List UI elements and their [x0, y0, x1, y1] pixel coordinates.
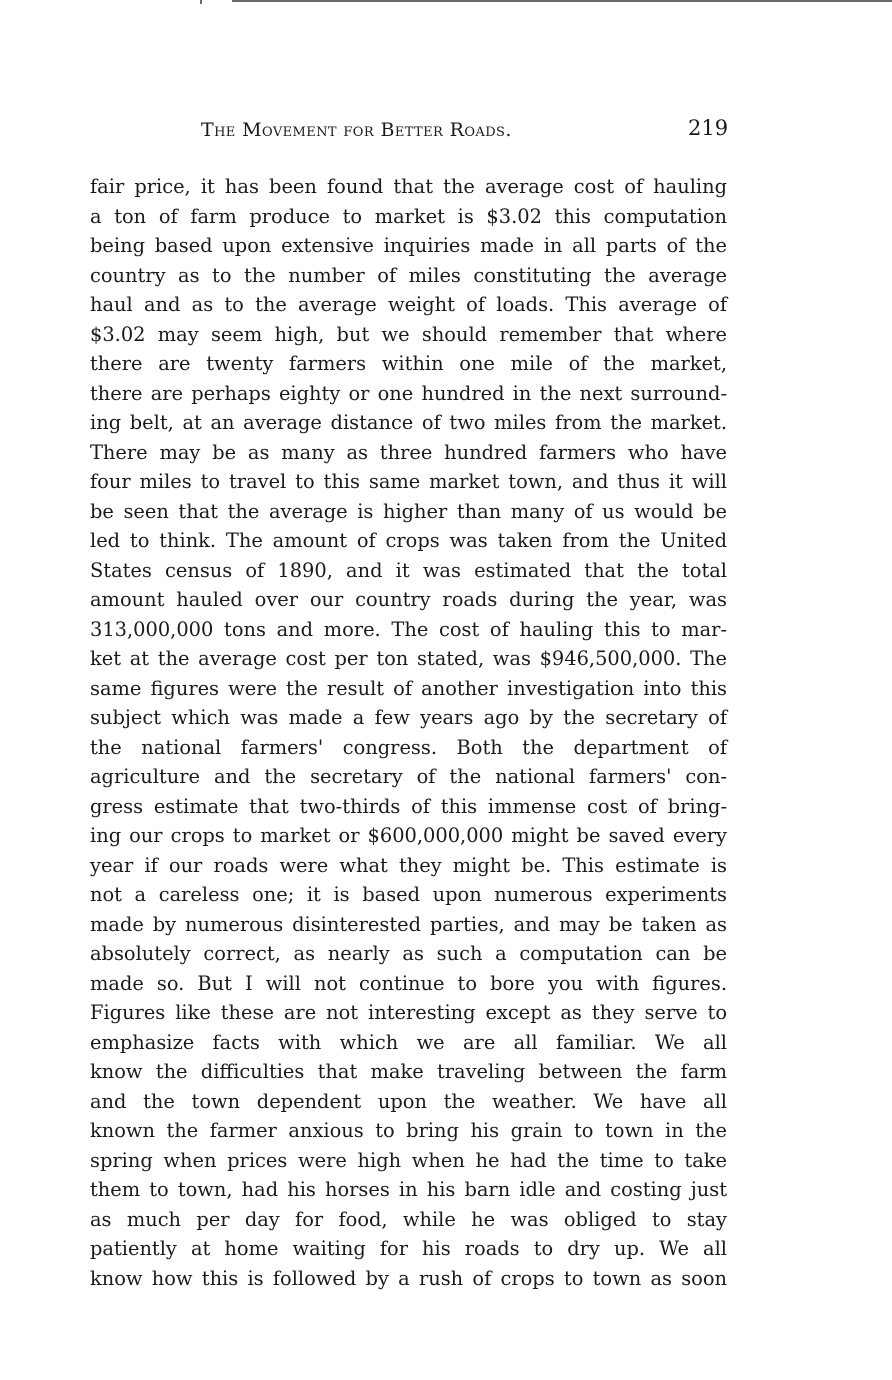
- text-line: four miles to travel to this same market town, and thus it will: [90, 470, 727, 493]
- page-number: 219: [688, 116, 729, 140]
- text-line: patiently at home waiting for his roads to dry up. We all: [90, 1237, 727, 1260]
- page-top-rule: [232, 0, 892, 2]
- text-line: Figures like these are not interesting except as they serve to: [90, 1001, 727, 1024]
- page-edge-mark: [200, 0, 202, 4]
- text-line: ket at the average cost per ton stated, was $946,500,000. The: [90, 647, 727, 670]
- text-line: year if our roads were what they might be. This estimate is: [90, 853, 727, 877]
- text-line: ing belt, at an average distance of two miles from the market.: [90, 411, 727, 434]
- text-line: made so. But I will not continue to bore you with figures.: [90, 971, 727, 995]
- text-line: same figures were the result of another investigation into this: [90, 676, 727, 700]
- text-line: ing our crops to market or $600,000,000 might be saved every: [90, 824, 727, 847]
- text-line: and the town dependent upon the weather. We have all: [90, 1089, 727, 1113]
- text-line: led to think. The amount of crops was taken from the United: [90, 529, 727, 552]
- running-title-text: The Movement for Better Roads.: [201, 119, 512, 141]
- text-line: There may be as many as three hundred farmers who have: [90, 440, 727, 464]
- text-line: country as to the number of miles constituting the average: [90, 263, 727, 287]
- text-line: absolutely correct, as nearly as such a computation can be: [90, 942, 727, 965]
- text-line: made by numerous disinterested parties, and may be taken as: [90, 912, 727, 936]
- text-line: emphasize facts with which we are all familiar. We all: [90, 1030, 727, 1054]
- text-line: a ton of farm produce to market is $3.02 this computation: [90, 204, 727, 228]
- text-line: haul and as to the average weight of loads. This average of: [90, 293, 727, 316]
- text-line: know how this is followed by a rush of crops to town as soon: [90, 1266, 727, 1290]
- text-line: amount hauled over our country roads during the year, was: [90, 588, 727, 611]
- text-line: them to town, had his horses in his barn idle and costing just: [90, 1178, 727, 1201]
- text-line: subject which was made a few years ago by the secretary of: [90, 706, 727, 729]
- text-line: agriculture and the secretary of the national farmers' con-: [90, 765, 727, 788]
- text-line: spring when prices were high when he had the time to take: [90, 1148, 727, 1172]
- text-line: as much per day for food, while he was obliged to stay: [90, 1207, 727, 1231]
- text-line: know the difficulties that make traveling between the farm: [90, 1060, 727, 1083]
- text-line: gress estimate that two-thirds of this immense cost of bring-: [90, 794, 727, 818]
- text-line: fair price, it has been found that the average cost of hauling: [90, 175, 727, 198]
- text-line: not a careless one; it is based upon numerous experiments: [90, 883, 727, 906]
- page-header: [0, 116, 892, 146]
- text-line: being based upon extensive inquiries made in all parts of the: [90, 234, 727, 257]
- text-line: there are perhaps eighty or one hundred in the next surround-: [90, 381, 727, 405]
- text-line: be seen that the average is higher than many of us would be: [90, 499, 727, 523]
- text-line: known the farmer anxious to bring his grain to town in the: [90, 1119, 727, 1142]
- body-text: [90, 172, 727, 1293]
- text-line: States census of 1890, and it was estimated that the total: [90, 558, 727, 582]
- text-line: the national farmers' congress. Both the department of: [90, 735, 727, 759]
- text-line: $3.02 may seem high, but we should remember that where: [90, 322, 727, 346]
- running-title: [201, 116, 512, 144]
- text-line: there are twenty farmers within one mile of the market,: [90, 352, 727, 375]
- text-line: 313,000,000 tons and more. The cost of hauling this to mar-: [90, 617, 727, 641]
